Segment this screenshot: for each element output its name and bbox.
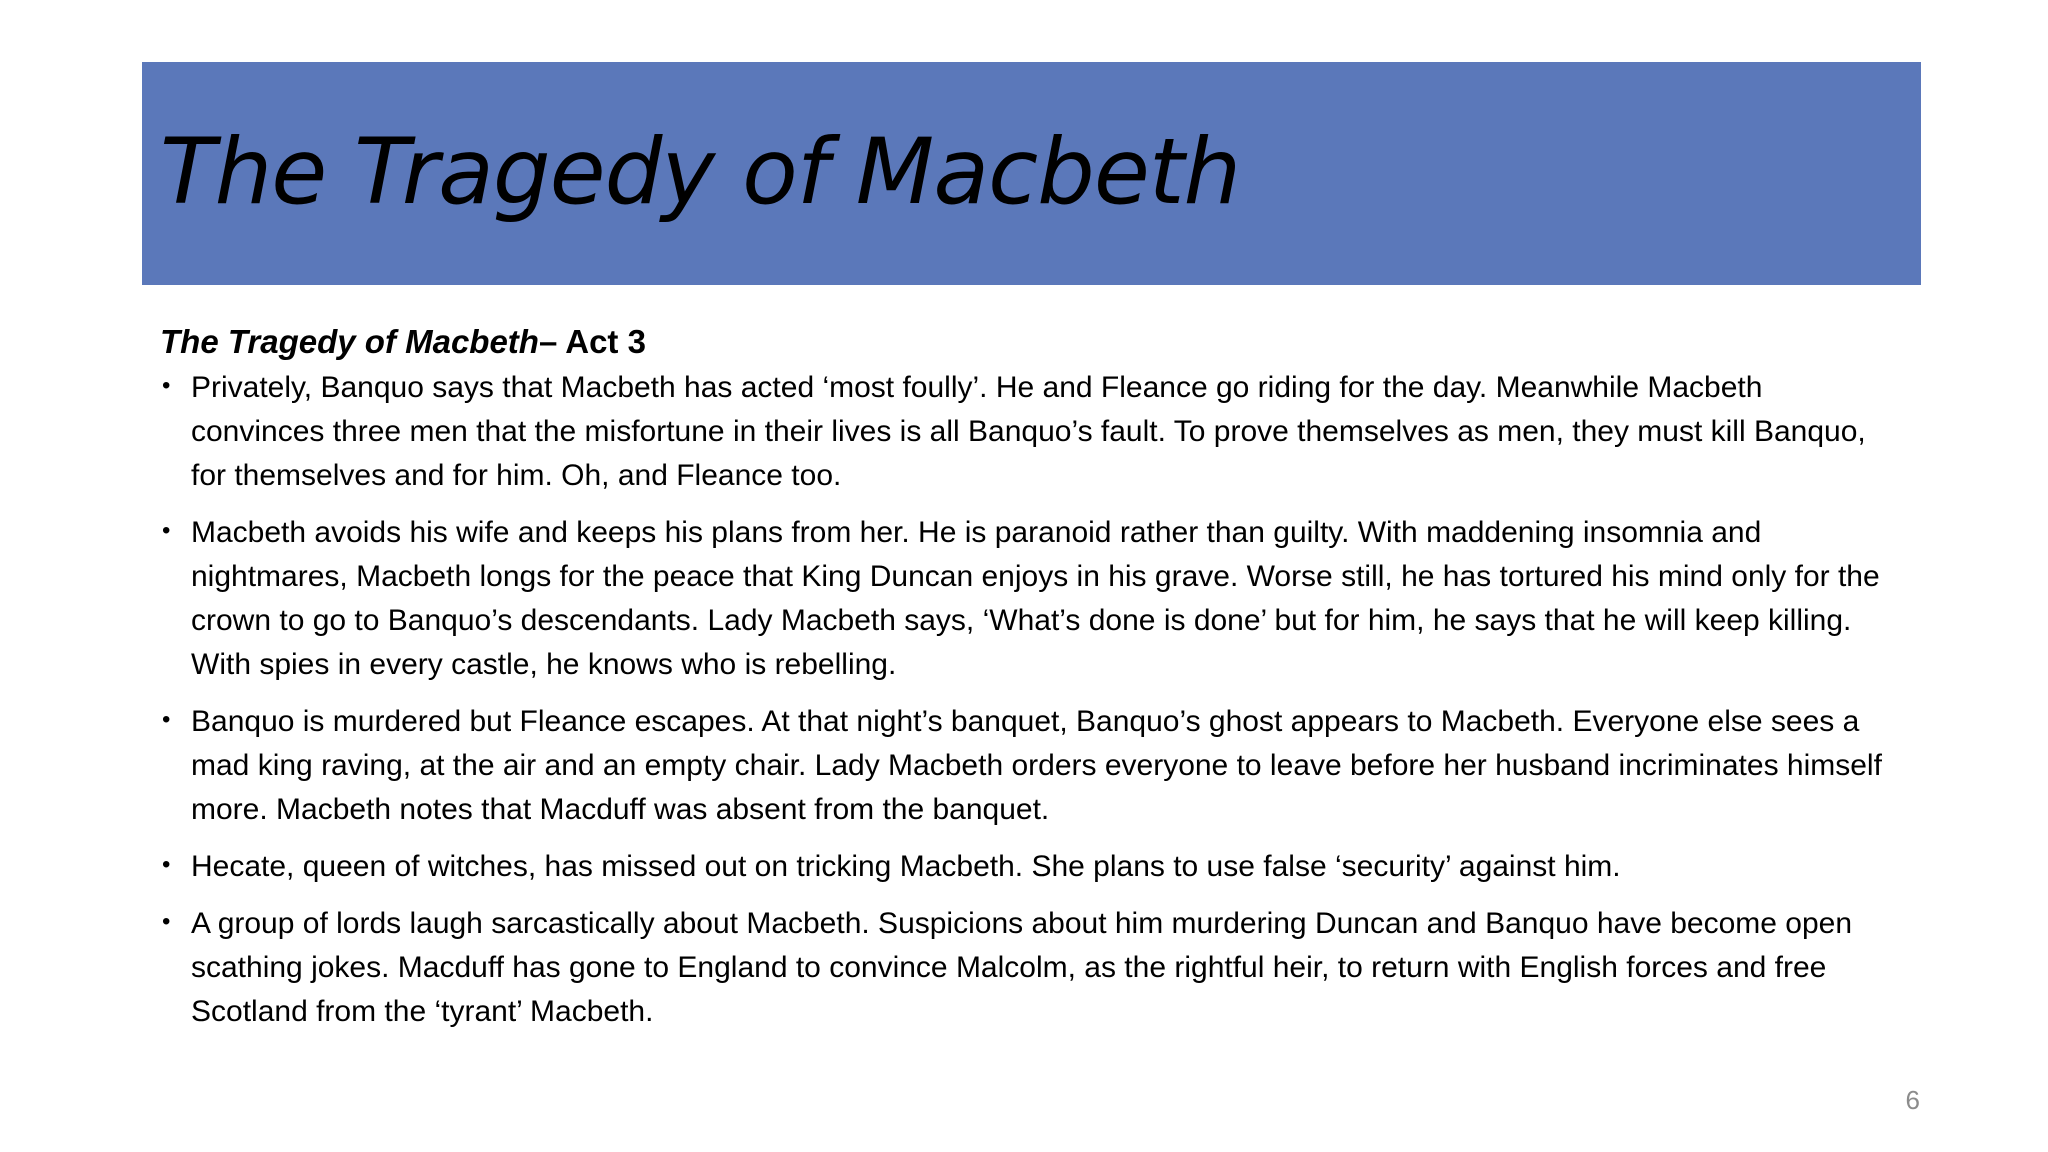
bullet-item [160, 366, 1900, 498]
bullet-list [160, 366, 1900, 1034]
bullet-item [160, 511, 1900, 687]
bullet-text: A group of lords laugh sarcastically about Macbeth. Suspicions about him murdering Duncan and Banquo have become open scathing jokes. Macduff has gone to England to convince Malcolm, as the rightful heir, to return with English forces and free Scotland from the ‘tyrant’ Macbeth. [191, 907, 1853, 1028]
bullet-item [160, 845, 1900, 889]
bullet-text: Privately, Banquo says that Macbeth has acted ‘most foully’. He and Fleance go riding for the day. Meanwhile Macbeth convinces three men that the misfortune in their lives is all Banquo’s fault. To prove themselves as men, they must kill Banquo, for themselves and for him. Oh, and Fleance too. [191, 371, 1866, 492]
bullet-item [160, 902, 1900, 1034]
page-number: 6 [1905, 1085, 1920, 1115]
bullet-dot-icon: • [162, 372, 171, 399]
slide-title: The Tragedy of Macbeth [160, 120, 1241, 225]
section-heading-act: – Act 3 [538, 323, 646, 360]
bullet-item [160, 700, 1900, 832]
bullet-text: Hecate, queen of witches, has missed out on tricking Macbeth. She plans to use false ‘security’ against him. [191, 850, 1621, 883]
bullet-dot-icon: • [162, 851, 171, 878]
bullet-dot-icon: • [162, 517, 171, 544]
bullet-dot-icon: • [162, 706, 171, 733]
bullet-text: Macbeth avoids his wife and keeps his plans from her. He is paranoid rather than guilty. With maddening insomnia and nightmares, Macbeth longs for the peace that King Duncan enjoys in his grave. Worse still, he has tortured his mind only for the crown to go to Banquo’s descendants. Lady Macbeth says, ‘What’s done is done’ but for him, he says that he will keep killing. With spies in every castle, he knows who is rebelling. [191, 516, 1880, 681]
bullet-dot-icon: • [162, 908, 171, 935]
section-heading [160, 320, 1900, 364]
section-heading-italic: The Tragedy of Macbeth [160, 323, 539, 360]
bullet-text: Banquo is murdered but Fleance escapes. At that night’s banquet, Banquo’s ghost appears to Macbeth. Everyone else sees a mad king raving, at the air and an empty chair. Lady Macbeth orders everyone to leave before her husband incriminates himself more. Macbeth notes that Macduff was absent from the banquet. [191, 705, 1882, 826]
slide-body [160, 320, 1900, 1047]
